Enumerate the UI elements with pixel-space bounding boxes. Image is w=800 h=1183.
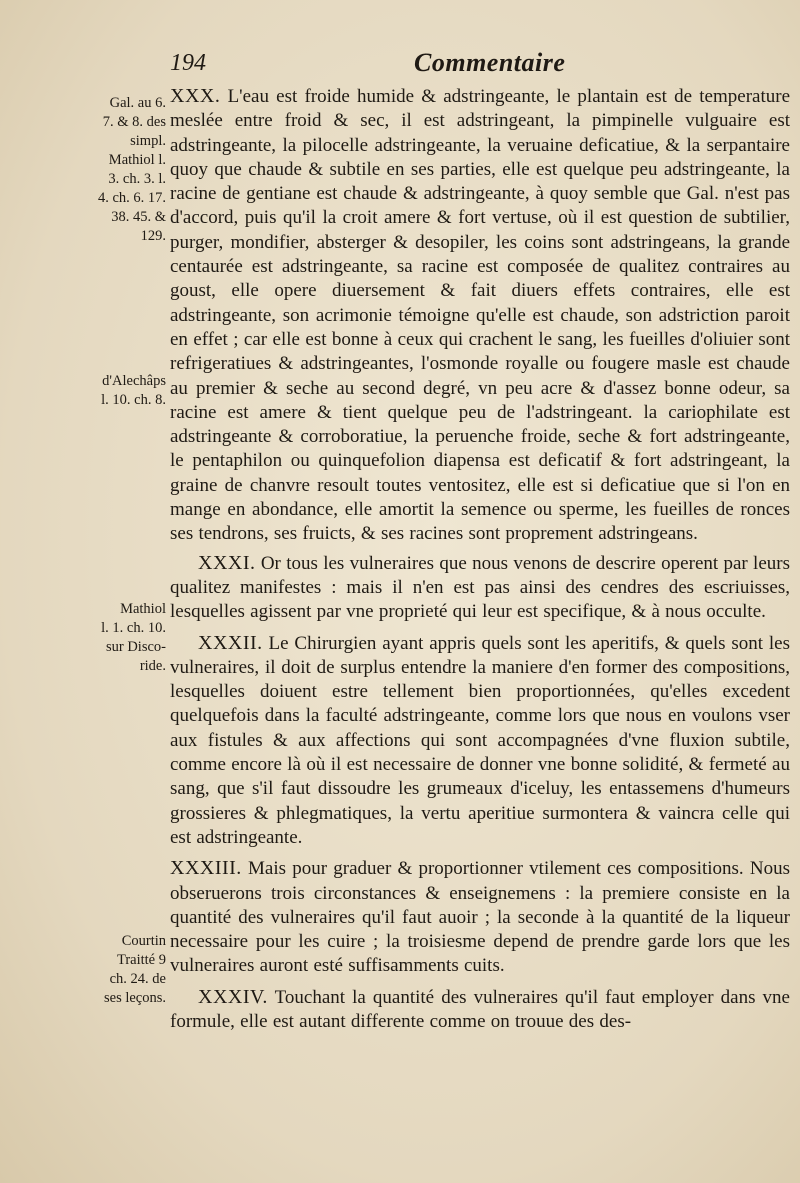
running-head: Commentaire xyxy=(414,48,566,77)
paragraph-text: Mais pour graduer & proportionner vtilement ces compositions. Nous obseruerons trois circonstances & enseignemens : la premiere consiste en la quantité des vulneraires qu'il faut auoir ; la seconde à la quantité de la liqueur necessaire pour les cuire ; la troisiesme depend de prendre garde lors que les vulneraires auront esté suffisamments cuits. xyxy=(170,858,791,977)
margin-note-courtin: Courtin Traitté 9 ch. 24. de ses leçons. xyxy=(103,933,166,1006)
page-header xyxy=(0,48,800,82)
paragraph-xxxiii xyxy=(170,856,790,978)
page-number: 194 xyxy=(170,50,206,76)
margin-note-alechamps: d'Alechâps l. 10. ch. 8. xyxy=(101,373,166,408)
paragraph-number: XXXIII. xyxy=(170,857,242,880)
paragraph-number: XXXI. xyxy=(198,551,256,574)
margin-note-mathiol: Mathiol l. 1. ch. 10. sur Disco- ride. xyxy=(101,601,166,674)
margin-note-galen: Gal. au 6. 7. & 8. des simpl. Mathiol l. 3. ch. 3. l. 4. ch. 6. 17. 38. 45. & 129. xyxy=(97,95,166,244)
paragraph-text: L'eau est froide humide & adstringeante, le plantain est de temperature meslée entre froid & sec, il est adstringeant, la pimpinelle vulguaire est adstringeante, la pilocelle adstringeante, la veruaine deficatiue, & la serpantaire quoy que chaude & subtile en ses parties, elle est quelque peu adstringeante, la racine de gentiane est chaude & adstringeante, à quoy semble que Gal. n'est pas d'accord, puis qu'il la croit amere & fort vertuse, où il est question de subtilier, purger, mondifier, absterger & desopiler, les coins sont adstringeans, la grande centaurée est adstringeante, sa racine est composée de qualitez contraires au goust, elle opere diuersement & fait diuers effets contraires, elle est adstringeante, son acrimonie témoigne qu'elle est chaude, son adstriction paroit en effet ; car elle est bonne à ceux qui crachent le sang, les fueilles d'oliuier sont refrigeratiues & adstringeantes, l'osmonde royalle ou fougere masle est chaude au premier & seche au second degré, vn peu acre & d'assez bonne odeur, sa racine est amere & tient quelque peu de l'adstringeant. la cariophilate est adstringeante & corroboratiue, la peruenche froide, seche & fort adstringeante, le pentaphilon ou quinquefolion diapensa est deficatif & fort adstringeant, la graine de chanvre resoult toutes ventositez, elle est si deficatiue que si l'on en mange en abondance, elle amortit la semence ou sperme, les fueilles de ronces ses tendrons, ses fruicts, & ses racines sont proprement adstringeans. xyxy=(170,86,791,545)
paragraph-text: Or tous les vulneraires que nous venons de descrire operent par leurs qualitez manifestes : mais il n'en est pas ainsi des cendres des escriuisses, lesquelles agissent par vne proprieté qui leur est specifique, & à nous occulte. xyxy=(170,552,790,623)
paragraph-xxx xyxy=(170,84,790,547)
paragraph-text: Le Chirurgien ayant appris quels sont les aperitifs, & quels sont les vulneraires, il doit de surplus entendre la maniere d'en former des compositions, lesquelles doiuent estre tellement bien proportionnées, qu'elles excedent quelquefois dans la faculté adstringeante, comme lors que nous en voulons vser aux fistules & aux affections qui sont accompagnées d'vne fluxion subtile, comme encore là où il est necessaire de donner vne bonne solidité, & fermeté au sang, que s'il faut dissoudre les grumeaux d'iceluy, les entassemens d'humeurs grossieres & phlegmatiques, la vertu aperitiue surmontera & vaincra celle qui est adstringeante. xyxy=(170,632,790,848)
paragraph-xxxiv xyxy=(170,985,790,1035)
paragraph-number: XXXIV. xyxy=(198,985,268,1008)
paragraph-number: XXXII. xyxy=(198,631,263,654)
paragraph-xxxii xyxy=(170,631,790,851)
main-text xyxy=(170,84,790,1040)
paragraph-xxxi xyxy=(170,551,790,625)
paragraph-text: Touchant la quantité des vulneraires qu'il faut employer dans vne formule, elle est autant differente comme on trouue des des- xyxy=(170,986,790,1032)
paragraph-number: XXX. xyxy=(170,85,221,107)
